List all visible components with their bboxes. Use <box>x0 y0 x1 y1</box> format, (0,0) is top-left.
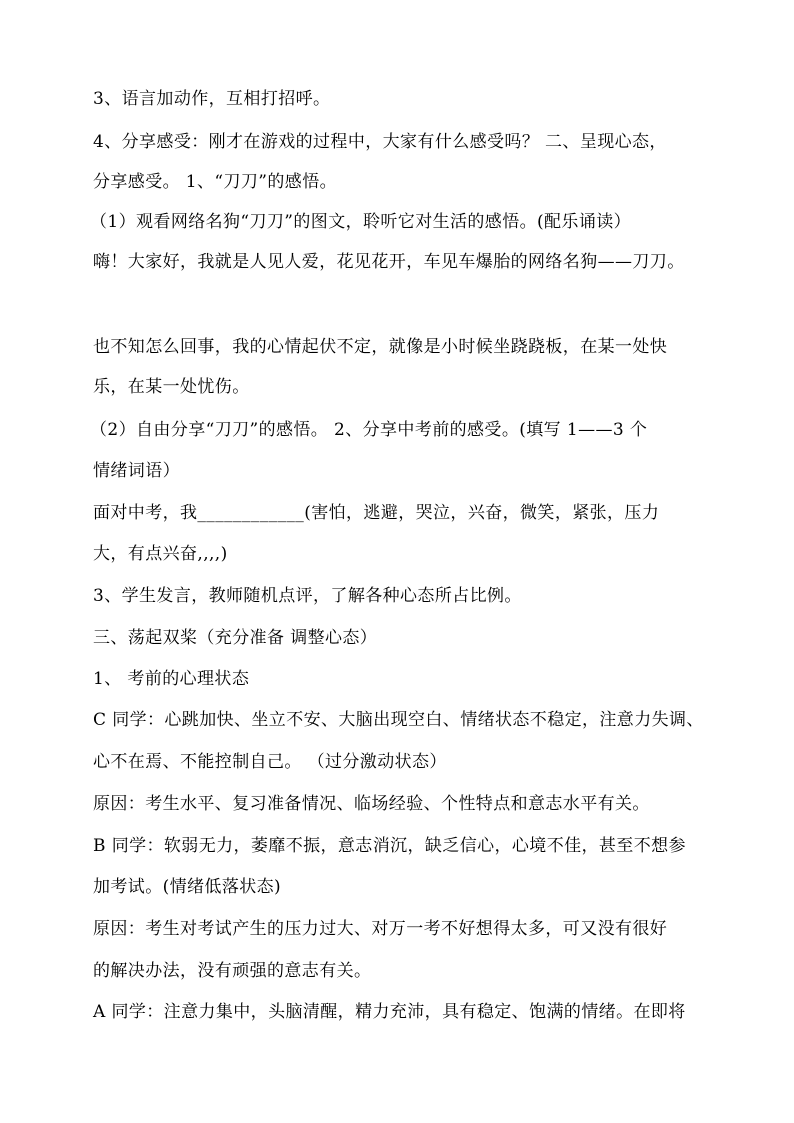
text-line-21: 的解决办法，没有顽强的意志有关。 <box>93 961 372 981</box>
text-line-5: 嗨！大家好，我就是人见人爱，花见花开，车见车爆胎的网络名狗——刀刀。 <box>93 252 685 272</box>
text-line-8: （2）自由分享“刀刀”的感悟。 2、分享中考前的感受。(填写 1——3 个 <box>90 420 648 440</box>
text-line-18: B 同学：软弱无力，萎靡不振，意志消沉，缺乏信心，心境不佳，甚至不想参 <box>93 836 686 856</box>
text-line-20: 原因：考生对考试产生的压力过大、对万一考不好想得太多，可又没有很好 <box>93 919 668 939</box>
text-line-2: 4、分享感受：刚才在游戏的过程中，大家有什么感受吗？ 二、呈现心态， <box>93 132 667 152</box>
text-line-9: 情绪词语） <box>93 461 180 481</box>
text-line-6: 也不知怎么回事，我的心情起伏不定，就像是小时候坐跷跷板，在某一处快 <box>93 337 668 357</box>
text-line-7: 乐，在某一处忧伤。 <box>93 377 250 397</box>
text-line-4: （1）观看网络名狗“刀刀”的图文，聆听它对生活的感悟。(配乐诵读） <box>90 212 632 232</box>
text-line-11: 大，有点兴奋,,,,) <box>93 544 228 564</box>
text-line-17: 原因：考生水平、复习准备情况、临场经验、个性特点和意志水平有关。 <box>93 794 650 814</box>
text-line-3: 分享感受。 1、“刀刀”的感悟。 <box>93 172 338 192</box>
text-line-10: 面对中考，我____________(害怕，逃避，哭泣，兴奋，微笑，紧张，压力 <box>93 503 660 523</box>
text-line-1: 3、语言加动作，互相打招呼。 <box>93 89 331 109</box>
text-line-19: 加考试。(情绪低落状态) <box>93 877 282 897</box>
text-line-13: 三、荡起双桨（充分准备 调整心态） <box>93 628 378 648</box>
text-line-12: 3、学生发言，教师随机点评，了解各种心态所占比例。 <box>93 586 522 606</box>
text-line-16: 心不在焉、不能控制自己。 （过分激动状态） <box>93 752 447 772</box>
text-line-14: 1、 考前的心理状态 <box>93 669 250 689</box>
text-line-15: C 同学：心跳加快、坐立不安、大脑出现空白、情绪状态不稳定，注意力失调、 <box>93 710 704 730</box>
text-line-22: A 同学：注意力集中，头脑清醒，精力充沛，具有稳定、饱满的情绪。在即将 <box>93 1002 686 1022</box>
